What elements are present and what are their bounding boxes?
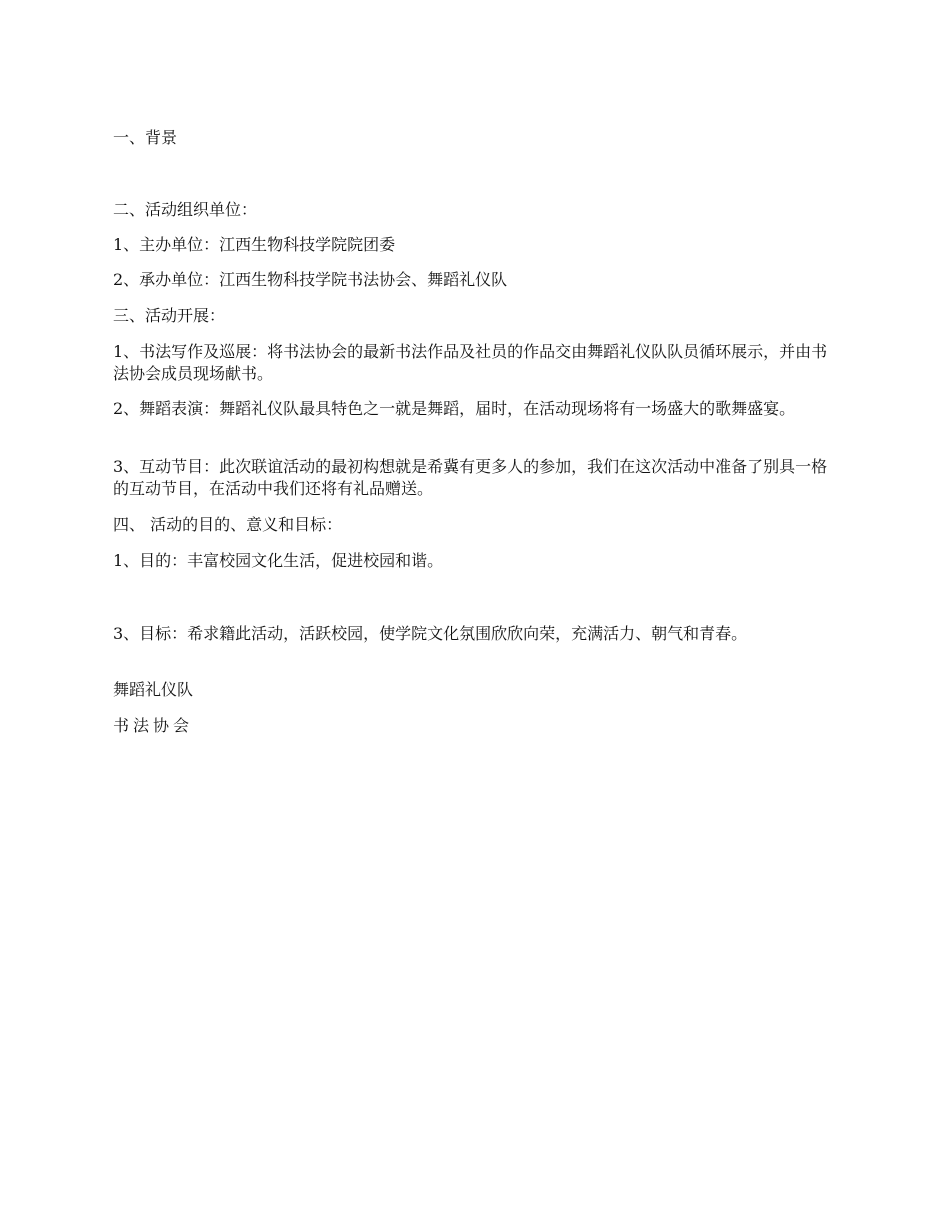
organizer-undertaker-line: 2、承办单位：江西生物科技学院书法协会、舞蹈礼仪队 [113, 270, 508, 289]
signature-calligraphy-association: 书法协会 [113, 716, 194, 735]
goal-purpose-line: 1、目的：丰富校园文化生活，促进校园和谐。 [113, 551, 444, 570]
activity-paragraph-interactive: 3、互动节目：此次联谊活动的最初构想就是希冀有更多人的参加，我们在这次活动中准备了别具一格的互动节目，在活动中我们还将有礼品赠送。 [113, 457, 828, 498]
section-heading-goals: 四、 活动的目的、意义和目标： [113, 515, 343, 534]
organizer-host-line: 1、主办单位：江西生物科技学院院团委 [113, 235, 396, 254]
signature-dance-team: 舞蹈礼仪队 [113, 680, 194, 699]
section-heading-organizers: 二、活动组织单位： [113, 200, 258, 219]
goal-target-paragraph: 3、目标：希求籍此活动，活跃校园，使学院文化氛围欣欣向荣，充满活力、朝气和青春。 [113, 624, 748, 643]
section-heading-background: 一、背景 [113, 128, 178, 147]
activity-paragraph-dance: 2、舞蹈表演：舞蹈礼仪队最具特色之一就是舞蹈，届时，在活动现场将有一场盛大的歌舞盛宴。 [113, 399, 796, 418]
activity-paragraph-calligraphy: 1、书法写作及巡展：将书法协会的最新书法作品及社员的作品交由舞蹈礼仪队队员循环展示，并由书法协会成员现场献书。 [113, 342, 828, 383]
section-heading-activities: 三、活动开展： [113, 306, 226, 325]
